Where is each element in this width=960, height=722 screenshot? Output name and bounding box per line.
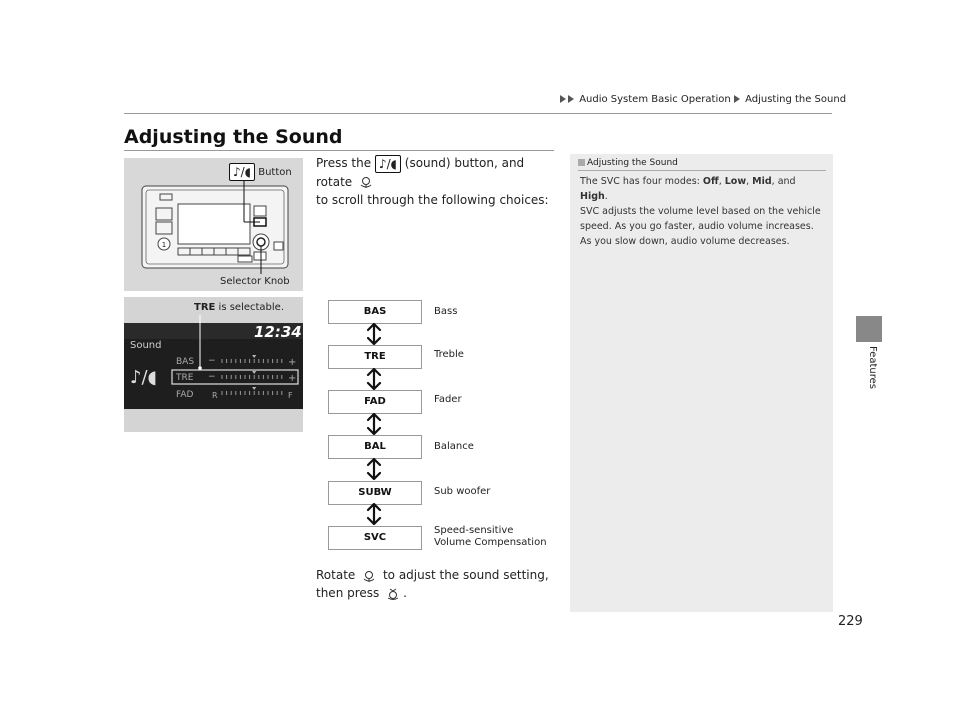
note-sep-2: , <box>746 176 753 187</box>
double-arrow-icon <box>368 414 380 434</box>
callout-text: is selectable. <box>215 302 285 313</box>
preset-button-label: 1 <box>161 241 167 249</box>
outro-text-2: to adjust the sound setting, then press <box>316 568 549 600</box>
note-body <box>580 174 826 249</box>
sound-menu-title: Sound <box>130 340 162 351</box>
svc-mode-off: Off <box>702 176 719 187</box>
sound-button-caption: Button <box>258 167 292 178</box>
fad-rear: R <box>212 391 218 400</box>
mode-box-fad: FAD <box>328 390 422 414</box>
rotate-knob-icon <box>359 175 373 189</box>
double-arrow-icon <box>368 459 380 479</box>
mode-box-tre: TRE <box>328 345 422 369</box>
note-heading-text: Adjusting the Sound <box>587 158 678 168</box>
svc-mode-high: High <box>580 191 605 202</box>
note-icon <box>578 159 585 166</box>
intro-text-1: Press the <box>316 156 372 170</box>
tre-plus: + <box>288 373 297 384</box>
intro-instruction <box>316 154 561 209</box>
tre-row-label: TRE <box>176 373 194 383</box>
header-divider <box>124 113 832 114</box>
mode-box-svc: SVC <box>328 526 422 550</box>
bas-minus: − <box>208 356 216 366</box>
sound-screen-illustration <box>124 297 303 432</box>
double-arrow-icon <box>368 369 380 389</box>
rotate-knob-icon <box>362 569 376 583</box>
mode-box-bas: BAS <box>328 300 422 324</box>
mode-label-bas: Bass <box>434 306 458 317</box>
note-text-2: SVC adjusts the volume level based on the vehicle speed. As you go faster, audio volume increases. As you slow down, audio volume decreases. <box>580 206 821 247</box>
selector-knob-caption: Selector Knob <box>220 276 290 287</box>
breadcrumb-topic[interactable]: Adjusting the Sound <box>745 94 847 105</box>
note-heading <box>578 158 828 168</box>
bas-plus: + <box>288 357 297 368</box>
note-period: . <box>604 191 608 202</box>
intro-text-2: (sound) button, and rotate <box>316 156 525 189</box>
outro-text-1: Rotate <box>316 568 356 582</box>
section-tab-label[interactable]: Features <box>867 346 878 389</box>
mode-label-bal: Balance <box>434 441 474 452</box>
head-unit-illustration <box>124 158 303 291</box>
mode-label-svc-line2: Volume Compensation <box>434 537 547 548</box>
fad-front: F <box>288 391 293 400</box>
tre-minus: − <box>208 372 216 382</box>
press-knob-icon <box>386 587 400 601</box>
outro-text-3: . <box>403 586 407 600</box>
sound-screen-drawing <box>124 297 303 432</box>
mode-box-subw: SUBW <box>328 481 422 505</box>
chevron-right-icon <box>560 95 566 103</box>
breadcrumb <box>560 94 847 105</box>
section-tab-marker <box>856 316 882 342</box>
title-divider <box>124 150 554 151</box>
chevron-right-icon <box>568 95 574 103</box>
outro-instruction <box>316 566 561 602</box>
mode-label-tre: Treble <box>434 349 464 360</box>
sound-button-icon: ♪/◖ <box>375 155 401 173</box>
note-sep-1: , <box>718 176 725 187</box>
svc-mode-mid: Mid <box>752 176 772 187</box>
double-arrow-icon <box>368 324 380 344</box>
mode-cycle-arrows <box>360 322 388 532</box>
note-text-1: The SVC has four modes: <box>580 176 703 187</box>
chevron-right-icon <box>734 95 740 103</box>
note-divider <box>578 170 826 171</box>
sound-button-callout <box>229 163 292 181</box>
svc-mode-low: Low <box>724 176 747 187</box>
bas-row-label: BAS <box>176 357 195 367</box>
intro-text-3: to scroll through the following choices: <box>316 192 549 207</box>
breadcrumb-section[interactable]: Audio System Basic Operation <box>579 94 731 105</box>
mode-label-svc <box>434 525 547 549</box>
sound-button-icon: ♪/◖ <box>229 163 255 181</box>
sound-menu-icon: ♪/◖ <box>130 367 158 388</box>
fad-row-label: FAD <box>176 390 194 400</box>
double-arrow-icon <box>368 504 380 524</box>
clock-display: 12:34 <box>254 323 302 341</box>
note-sep-3: , and <box>771 176 796 187</box>
mode-label-fad: Fader <box>434 394 462 405</box>
page-number: 229 <box>838 614 863 629</box>
page-title: Adjusting the Sound <box>124 126 343 148</box>
callout-bold: TRE <box>194 302 216 313</box>
mode-label-svc-line1: Speed-sensitive <box>434 525 514 536</box>
mode-label-subw: Sub woofer <box>434 486 491 497</box>
mode-box-bal: BAL <box>328 435 422 459</box>
